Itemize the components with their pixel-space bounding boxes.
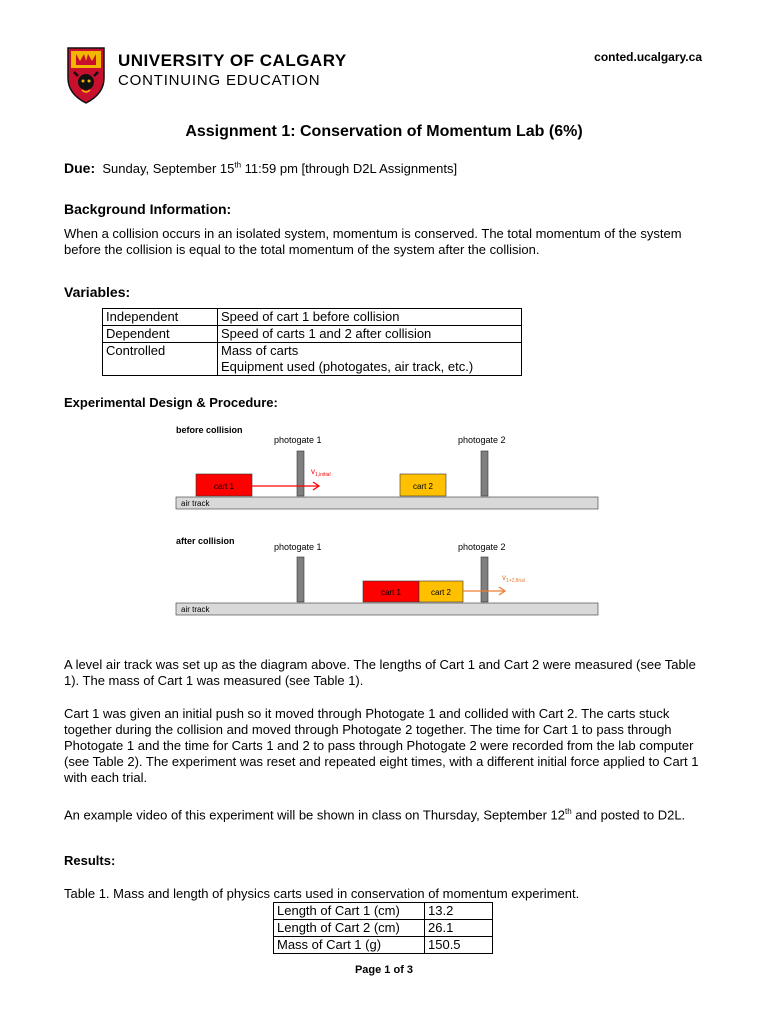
para3-pre: An example video of this experiment will be shown in class on Thursday, September 12 <box>64 807 566 823</box>
measurement-label: Length of Cart 1 (cm) <box>274 903 425 920</box>
cart-1-label: cart 1 <box>380 588 402 597</box>
variable-value: Speed of cart 1 before collision <box>218 309 522 326</box>
table-row <box>103 326 522 343</box>
measurement-value: 26.1 <box>425 920 493 937</box>
before-collision-label: before collision <box>176 425 243 435</box>
after-collision-label: after collision <box>176 536 235 546</box>
air-track-after <box>176 603 598 615</box>
para3-post: and posted to D2L. <box>571 807 686 823</box>
procedure-paragraph-3 <box>64 804 712 823</box>
procedure-paragraph-1: A level air track was set up as the diagram above. The lengths of Cart 1 and Cart 2 were measured (see Table 1). The mass of Cart 1 was measured (see Table 1). <box>64 657 696 688</box>
procedure-paragraph-2: Cart 1 was given an initial push so it moved through Photogate 1 and collided with Cart 2. The carts stuck together during the collision and moved through Photogate 2 together. The time for Cart 1 to pass through Photogate 1 and the time for Carts 1 and 2 to pass through Photogate 2 were recorded from the lab computer (see Table 2). The experiment was reset and repeated eight times, with a different initial force applied to Cart 1 with each trial. <box>64 706 699 785</box>
due-label: Due: <box>64 160 96 176</box>
university-logo <box>66 46 366 106</box>
website-url: conted.ucalgary.ca <box>594 50 702 64</box>
cart-2-label: cart 2 <box>430 588 452 597</box>
page-title: Assignment 1: Conservation of Momentum Lab (6%) <box>185 123 583 140</box>
photogate-1 <box>297 557 304 602</box>
air-track-label: air track <box>181 499 210 508</box>
variable-value: Speed of carts 1 and 2 after collision <box>218 326 522 343</box>
background-text: When a collision occurs in an isolated system, momentum is conserved. The total momentum of the system before the collision is equal to the total momentum of the system after the collision. <box>64 226 682 257</box>
table-row <box>103 343 522 376</box>
results-heading: Results: <box>64 853 116 868</box>
table-row <box>274 937 493 954</box>
table-1-caption: Table 1. Mass and length of physics carts used in conservation of momentum experiment. <box>64 886 580 901</box>
photogate-1-label: photogate 1 <box>274 435 322 445</box>
university-crest-icon <box>66 46 106 104</box>
measurement-value: 13.2 <box>425 903 493 920</box>
variable-value <box>218 343 522 376</box>
photogate-2 <box>481 451 488 496</box>
velocity-final-label <box>502 573 525 584</box>
cart-1-label: cart 1 <box>213 482 235 491</box>
background-heading: Background Information: <box>64 201 232 217</box>
para3-sup: th <box>565 807 572 816</box>
cart-measurements-table <box>273 902 493 954</box>
photogate-1-label: photogate 1 <box>274 542 322 552</box>
measurement-label: Mass of Cart 1 (g) <box>274 937 425 954</box>
due-date <box>64 160 457 176</box>
photogate-1 <box>297 451 304 496</box>
procedure-heading: Experimental Design & Procedure: <box>64 395 278 410</box>
velocity-symbol: v <box>311 467 315 476</box>
variable-type: Controlled <box>103 343 218 376</box>
variable-type: Independent <box>103 309 218 326</box>
division-name: CONTINUING EDUCATION <box>118 72 321 89</box>
velocity-initial-label <box>311 467 331 478</box>
air-track-label: air track <box>181 605 210 614</box>
due-text-post: 11:59 pm [through D2L Assignments] <box>241 161 458 176</box>
cart-2-label: cart 2 <box>412 482 434 491</box>
photogate-2-label: photogate 2 <box>458 542 506 552</box>
air-track-before <box>176 497 598 509</box>
variable-value-line: Mass of carts <box>221 343 299 358</box>
page-number: Page 1 of 3 <box>354 964 414 976</box>
velocity-subscript: 1+2,final <box>506 578 526 584</box>
table-row <box>103 309 522 326</box>
photogate-2 <box>481 557 488 602</box>
university-name: UNIVERSITY OF CALGARY <box>118 51 347 70</box>
velocity-symbol: v <box>502 573 506 582</box>
photogate-2-label: photogate 2 <box>458 435 506 445</box>
measurement-value: 150.5 <box>425 937 493 954</box>
collision-diagram <box>170 420 600 625</box>
due-text-pre: Sunday, September 15 <box>102 161 235 176</box>
variable-type: Dependent <box>103 326 218 343</box>
velocity-subscript: 1,initial <box>315 472 331 478</box>
due-sup: th <box>234 160 242 170</box>
measurement-label: Length of Cart 2 (cm) <box>274 920 425 937</box>
variable-value-line: Equipment used (photogates, air track, etc.) <box>221 359 474 374</box>
variables-table <box>102 308 522 376</box>
variables-heading: Variables: <box>64 284 131 300</box>
table-row <box>274 903 493 920</box>
table-row <box>274 920 493 937</box>
